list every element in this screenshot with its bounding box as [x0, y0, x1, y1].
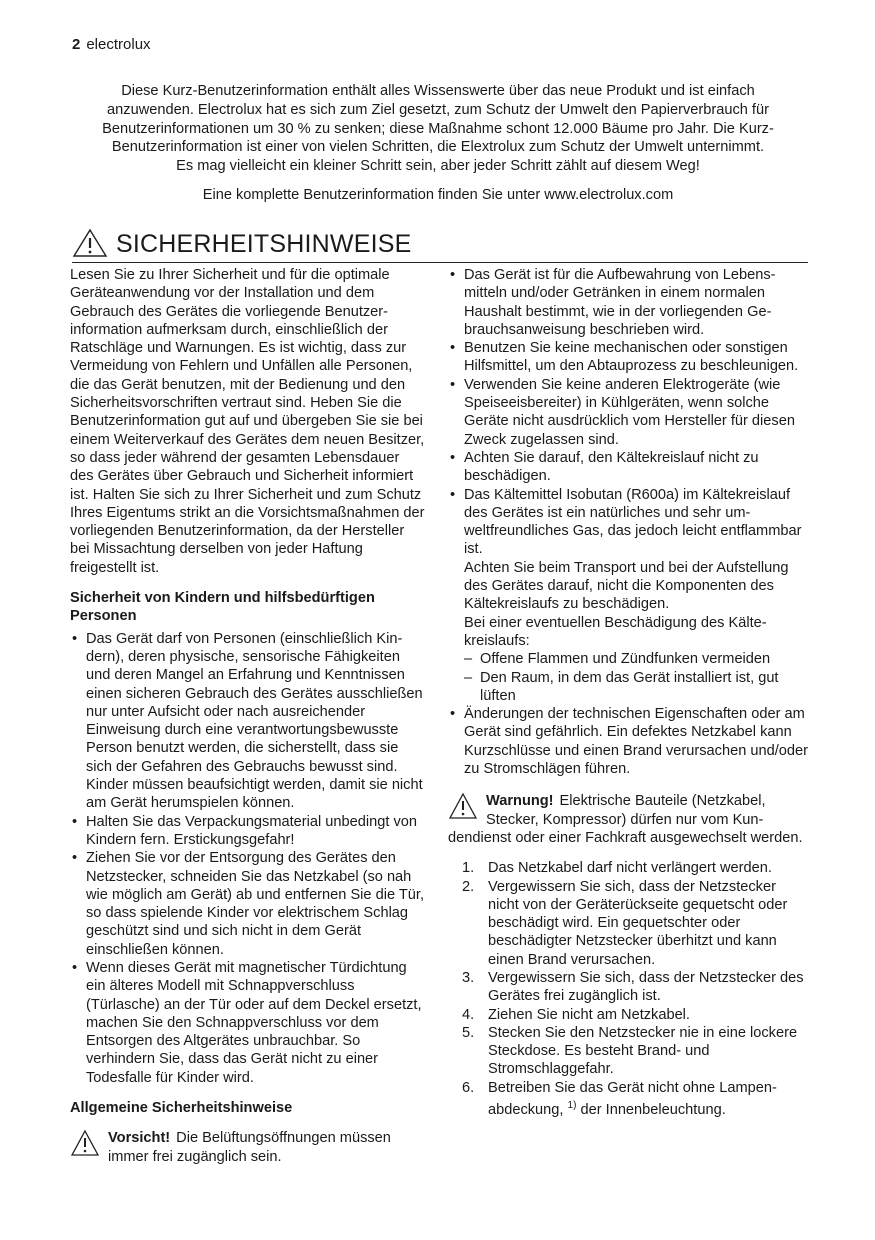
- section-title: SICHERHEITSHINWEISE: [116, 230, 412, 258]
- list-item: • Halten Sie das Verpackungsmaterial unbedingt von Kindern fern. Erstickungsgefahr!: [70, 813, 426, 850]
- safety-intro-paragraph: Lesen Sie zu Ihrer Sicherheit und für die optimale Geräteanwendung vor der Installation und dem Gebrauch des Gerätes die vorliegende Benutzerinformation aufmerksam durch, einschließlich der Ratschläge und Warnungen. Es ist wichtig, dass zur Vermeidung von Fehlern und Unfällen alle Personen, die das Gerät benutzen, mit der Bedienung und den Sicherheitsvorschriften vertraut sind. Heben Sie die Benutzerinformation gut auf und übergeben Sie sie bei einem Weiterverkauf des Gerätes dem neuen Besitzer, so dass jeder während der gesamten Lebensdauer des Gerätes über Gebrauch und Sicherheit informiert ist. Halten Sie sich zu Ihrer Sicherheit und zum Schutz Ihres Eigentums strikt an die Vorsichtsmaßnahmen der vorliegenden Benutzerinformation, da der Hersteller bei Missachtung derselben von jeder Haftung freigestellt ist.: [70, 267, 425, 576]
- list-item: • Änderungen der technischen Eigenschaften oder am Gerät sind gefährlich. Ein defektes Netzkabel kann Kurzschlüsse und einen Brand verursachen und/oder zu Stromschlägen führen.: [448, 705, 808, 778]
- warning-triangle-icon: [72, 228, 108, 258]
- dash-item: – Den Raum, in dem das Gerät installiert ist, gut lüften: [464, 669, 808, 706]
- intro-line: anzuwenden. Electrolux hat es sich zum Ziel gesetzt, zum Schutz der Umwelt den Papierverbrauch für: [107, 101, 769, 118]
- damage-actions-list: [464, 650, 808, 705]
- children-safety-heading: Sicherheit von Kindern und hilfsbedürftigen Personen: [70, 590, 375, 625]
- general-safety-heading: Allgemeine Sicherheitshinweise: [70, 1100, 293, 1117]
- list-item: • Verwenden Sie keine anderen Elektrogeräte (wie Speiseeisbereiter) in Kühlgeräten, wenn solche Geräte nicht ausdrücklich vom Hersteller für diesen Zweck zugelassen sind.: [448, 376, 808, 449]
- section-header: [72, 226, 808, 263]
- intro-line: Benutzerinformationen um 30 % zu senken; diese Maßnahme schont 12.000 Bäume pro Jahr. Die Kurz-: [102, 120, 774, 137]
- right-column: [448, 266, 808, 1119]
- footnote-marker: 1): [567, 1100, 577, 1112]
- children-safety-list: [70, 630, 426, 1087]
- power-cable-steps: [448, 859, 808, 1119]
- step-item: 6. Betreiben Sie das Gerät nicht ohne Lampenabdeckung, $^{1)}$ der Innenbeleuchtung.: [462, 1079, 777, 1118]
- intro-line: Benutzerinformation ist einer von vielen Schritten, die Elextrolux zum Schutz der Umwelt unternimmt.: [111, 139, 765, 156]
- dash-item: – Offene Flammen und Zündfunken vermeiden: [464, 650, 808, 668]
- intro-block: [66, 82, 810, 205]
- list-item: • Benutzen Sie keine mechanischen oder sonstigen Hilfsmittel, um den Abtauprozess zu beschleunigen.: [448, 339, 808, 376]
- left-column: [70, 266, 426, 1166]
- general-safety-list: [448, 266, 808, 778]
- list-item: • Das Gerät ist für die Aufbewahrung von Lebensmitteln und/oder Getränken in einem normalen Haushalt bestimmt, wie in der vorliegenden Gebrauchsanweisung beschrieben wird.: [448, 266, 808, 339]
- step-item: 2. Vergewissern Sie sich, dass der Netzstecker nicht von der Geräterückseite gequetscht oder beschädigt wird. Ein gequetschter oder beschädigter Netzstecker überhitzt und kann einen Brand verursachen.: [462, 878, 788, 968]
- warning-triangle-icon: [448, 792, 478, 820]
- warning-text: Elektrische Bauteile (Netzkabel, Stecker, Kompressor) dürfen nur vom Kundendienst oder einer Fachkraft ausgewechselt werden.: [448, 793, 803, 846]
- page-header: [72, 36, 151, 53]
- more-info-line: Eine komplette Benutzerinformation finden Sie unter www.electrolux.com: [202, 186, 674, 203]
- caution-notice: [70, 1129, 426, 1166]
- intro-line: Diese Kurz-Benutzerinformation enthält alles Wissenswerte über das neue Produkt und ist einfach: [121, 83, 755, 99]
- caution-triangle-icon: [70, 1129, 100, 1157]
- page-number: 2: [72, 36, 81, 53]
- list-item: • Ziehen Sie vor der Entsorgung des Gerätes den Netzstecker, schneiden Sie das Netzkabel (so nah wie möglich am Gerät) ab und entfernen Sie die Tür, so dass spielende Kinder vor elektrischem Schlag geschützt sind und sich nicht in dem Gerät einschließen können.: [70, 849, 426, 959]
- list-item: • Das Kältemittel Isobutan (R600a) im Kältekreislauf des Gerätes ist ein natürliches und sehr umweltfreundliches Gas, das jedoch leicht entflammbar ist. Achten Sie beim Transport und bei der Aufstellung des Gerätes darauf, nicht die Komponenten des Kältekreislaufs zu beschädigen. Bei einer eventuellen Beschädigung des Kältekreislaufs: – Offene Flammen und Zündfunken vermeiden – Den Raum, in dem das Gerät installiert ist, gut lüften: [448, 486, 808, 706]
- warning-notice: [448, 792, 808, 847]
- step-item: 5. Stecken Sie den Netzstecker nie in eine lockere Steckdose. Es besteht Brand- und Stromschlaggefahr.: [462, 1024, 798, 1078]
- list-item: • Wenn dieses Gerät mit magnetischer Türdichtung ein älteres Modell mit Schnappverschluss (Türlasche) an der Tür oder auf dem Deckel ersetzt, machen Sie den Schnappverschluss vor dem Entsorgen des Altgerätes unbrauchbar. So verhindern Sie, dass das Gerät nicht zu einer Todesfalle für Kinder wird.: [70, 959, 426, 1087]
- step-item: 1. Das Netzkabel darf nicht verlängert werden.: [462, 860, 772, 877]
- intro-line: Es mag vielleicht ein kleiner Schritt sein, aber jeder Schritt zählt auf diesem Weg!: [176, 158, 700, 175]
- list-item: • Achten Sie darauf, den Kältekreislauf nicht zu beschädigen.: [448, 449, 808, 486]
- list-item-extra: Kinder müssen beaufsichtigt werden, damit sie nicht am Gerät herumspielen können.: [86, 777, 423, 812]
- brand-name: electrolux: [86, 36, 151, 53]
- caution-text: Die Belüftungsöffnungen müssen immer frei zugänglich sein.: [108, 1130, 391, 1165]
- step-item: 3. Vergewissern Sie sich, dass der Netzstecker des Gerätes frei zugänglich ist.: [462, 969, 804, 1005]
- step-item: 4. Ziehen Sie nicht am Netzkabel.: [462, 1006, 690, 1023]
- warning-label: Warnung!: [486, 793, 554, 810]
- caution-label: Vorsicht!: [108, 1130, 171, 1147]
- damage-note: Bei einer eventuellen Beschädigung des Kältekreislaufs:: [464, 614, 767, 649]
- list-item: • Das Gerät darf von Personen (einschließlich Kindern), deren physische, sensorische Fähigkeiten und deren Mangel an Erfahrung und Kenntnissen einen sicheren Gebrauch des Gerätes ausschließen nur unter Aufsicht oder nach ausreichender Einweisung durch eine verantwortungsbewusste Person benutzt werden, die sicherstellt, dass sie sich der Gefahren des Gebrauchs bewusst sind. Kinder müssen beaufsichtigt werden, damit sie nicht am Gerät herumspielen können.: [70, 630, 426, 813]
- transport-note: Achten Sie beim Transport und bei der Aufstellung des Gerätes darauf, nicht die Komponenten des Kältekreislaufs zu beschädigen.: [464, 559, 789, 613]
